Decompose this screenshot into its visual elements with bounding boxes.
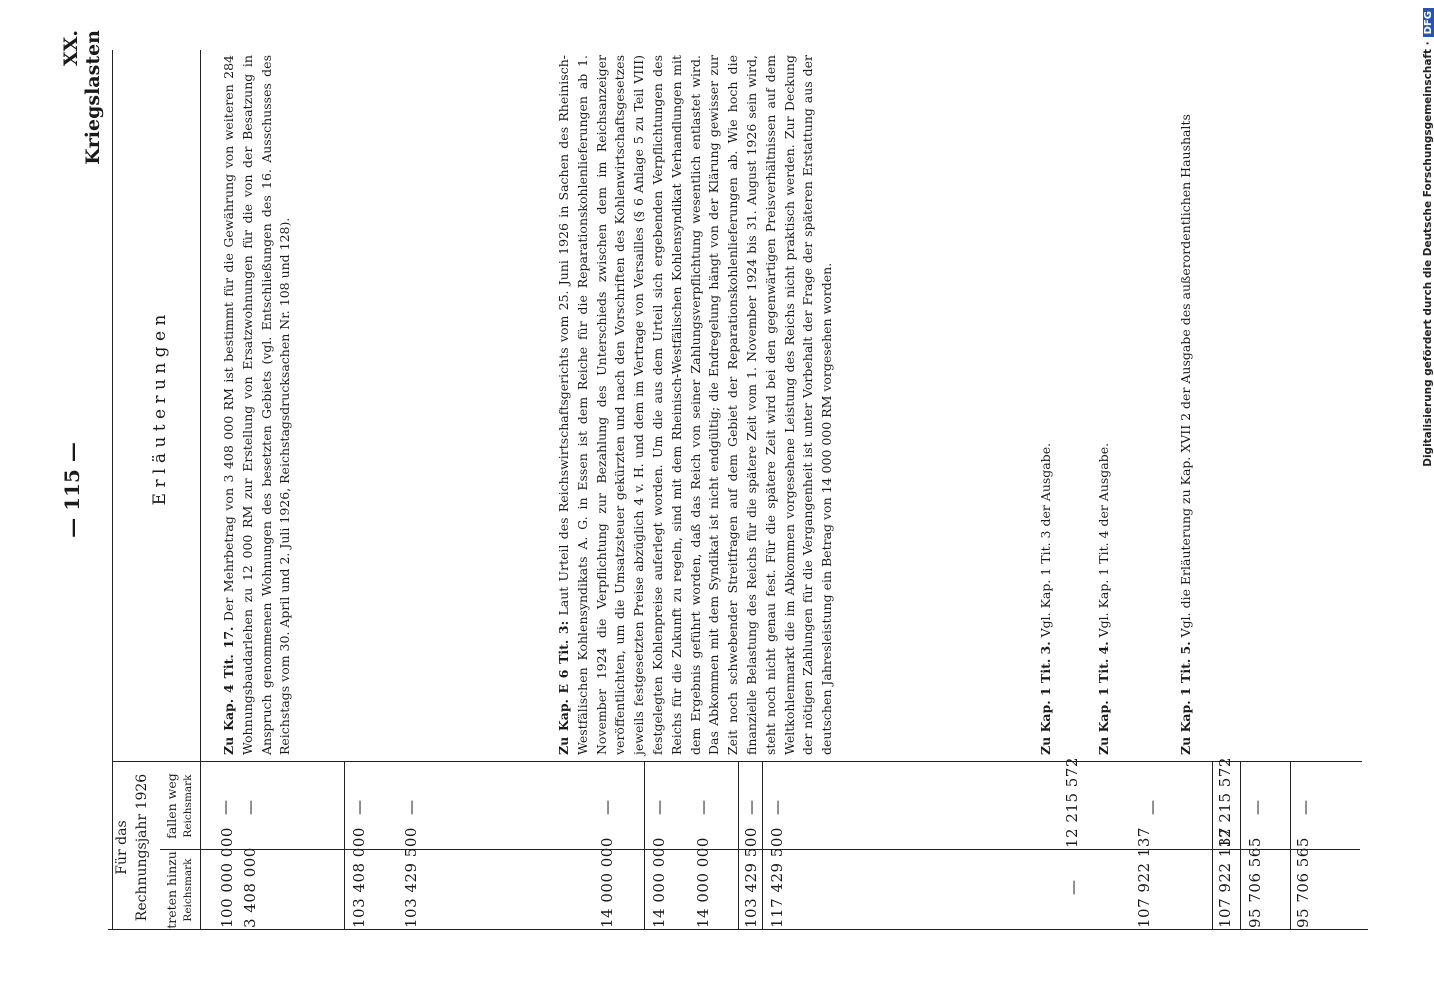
amount-net-1: 95 706 565 bbox=[1246, 837, 1264, 928]
dash-remove-12: — bbox=[1296, 800, 1314, 815]
rule-mid-1 bbox=[644, 762, 645, 930]
dash-add-1: — bbox=[1064, 880, 1082, 895]
amount-subtotal-1: 103 408 000 bbox=[350, 827, 368, 928]
note-kap4-tit17 bbox=[220, 55, 295, 755]
dash-remove-4: — bbox=[402, 800, 420, 815]
dash-remove-8: — bbox=[742, 800, 760, 815]
dfg-logo: DFG bbox=[1423, 8, 1434, 37]
rule-mid-3 bbox=[762, 762, 763, 930]
col-add-unit: Reichsmark bbox=[182, 858, 194, 922]
dash-remove-3: — bbox=[350, 800, 368, 815]
rule-header-bottom bbox=[200, 50, 201, 930]
note-kap4-tit17-text: Der Mehrbetrag von 3 408 000 RM ist bestimmt für die Gewährung von weiteren 284 Wohnungsbaudarlehen zu 12 000 RM zur Erstellung von Ersatzwohnungen für die von der Besatzung in Anspruch genommenen Wohnungen des besetzten Gebiets (vgl. Entschließungen des 16. Ausschusses des Reichstags vom 30. April und 2. Juli 1926, Reichstagsdrucksachen Nr. 108 und 128). bbox=[221, 54, 293, 755]
note-kapE6-tit3-text: Laut Urteil des Reichswirtschaftsgerichts vom 25. Juni 1926 in Sachen des Rheinisch-Westfälischen Kohlensyndikats A. G. in Essen ist dem Reiche für die Reparationskohlenlieferungen ab 1. November 1924 die Verpflichtung zur Bezahlung des Unterschieds zwischen dem im Reichsanzeiger veröffentlichten, um die Umsatzsteuer gekürzten und nach den Vorschriften des Kohlenwirtschaftsgesetzes jeweils festgesetzten Preise abzüglich 4 v. H. und dem im Vertrage von Versailles (§ 6 Anlage 5 zu Teil VIII) festgelegten Kohlenpreise auferlegt worden. Um die aus dem Urteil sich ergebenden Verpflichtungen des Reichs für die Zukunft zu regeln, sind mit dem Rheinisch-Westfälischen Kohlensyndikat Verhandlungen mit dem Ergebnis geführt worden, daß das Reich von seiner Zahlungsverpflichtung wesentlich entlastet wird. Das Abkommen mit dem Syndikat ist nicht endgültig; die Endregelung hängt von der Klärung gewisser zur Zeit noch schwebender Streitfragen auf dem Gebiet der Reparationskohlenlieferungen ab. Wie hoch die finanzielle Belastung des Reichs für die spätere Zeit vom 1. November 1924 bis 31. August 1926 sein wird, steht noch nicht genau fest. Für die spätere Zeit wird bei den gegenwärtigen Preisverhältnissen auf dem Weltkohlenmarkt die im Abkommen vorgesehene Leistung des Reichs nicht praktisch werden. Zur Deckung der nötigen Zahlungen für die Vergangenheit ist unter Vorbehalt der Frage der späteren Erstattung aus der deutschen Jahresleistung ein Betrag von 14 000 000 RM vorgesehen worden. bbox=[556, 55, 835, 755]
note-kapE6-tit3 bbox=[555, 55, 837, 755]
rule-net-2 bbox=[1290, 762, 1291, 930]
amount-add-4: 14 000 000 bbox=[650, 837, 668, 928]
note-kap1-tit4 bbox=[1095, 55, 1114, 755]
rule-net-1 bbox=[1240, 762, 1241, 930]
dash-remove-1: — bbox=[216, 800, 234, 815]
note-kap1-tit4-head: Zu Kap. 1 Tit. 4. bbox=[1096, 641, 1111, 755]
explanations-heading: E r l ä u t e r u n g e n bbox=[150, 314, 170, 506]
note-kap1-tit4-text: Vgl. Kap. 1 Tit. 4 der Ausgabe. bbox=[1096, 442, 1111, 638]
col-add-label: treten hinzu bbox=[164, 851, 179, 929]
col-remove-unit: Reichsmark bbox=[182, 774, 194, 838]
note-kap4-tit17-head: Zu Kap. 4 Tit. 17. bbox=[221, 626, 236, 755]
dash-remove-9: — bbox=[768, 800, 786, 815]
rule-amounts-explanations bbox=[112, 761, 1362, 762]
dash-remove-7: — bbox=[694, 800, 712, 815]
dash-remove-10: — bbox=[1143, 800, 1161, 815]
note-kapE6-tit3-head: Zu Kap. E 6 Tit. 3: bbox=[556, 620, 571, 755]
amount-sum-remove: 12 215 572 bbox=[1216, 757, 1234, 848]
amount-remove-1: 12 215 572 bbox=[1063, 757, 1081, 848]
note-kap1-tit5-head: Zu Kap. 1 Tit. 5. bbox=[1178, 641, 1193, 755]
dash-remove-2: — bbox=[241, 800, 259, 815]
amount-subtotal-2: 103 429 500 bbox=[402, 827, 420, 928]
note-kap1-tit3-text: Vgl. Kap. 1 Tit. 3 der Ausgabe. bbox=[1038, 442, 1053, 638]
amount-add-2: 3 408 000 bbox=[241, 847, 259, 928]
amount-net-2: 95 706 565 bbox=[1294, 837, 1312, 928]
chapter-title: XX. Kriegslasten bbox=[60, 30, 104, 165]
credit-text: Digitalisierung gefördert durch die Deutsche Forschungsgemeinschaft · bbox=[1422, 41, 1434, 467]
rule-sum bbox=[1212, 762, 1213, 930]
amount-add-5: 14 000 000 bbox=[694, 837, 712, 928]
amount-subtotal-4: 117 429 500 bbox=[768, 827, 786, 928]
note-kap1-tit3-head: Zu Kap. 1 Tit. 3. bbox=[1038, 641, 1053, 755]
amount-add-1: 100 000 000 bbox=[218, 827, 236, 928]
page-number: — 115 — bbox=[60, 442, 84, 538]
note-kap1-tit3 bbox=[1037, 55, 1056, 755]
rule-between-amounts bbox=[160, 849, 1360, 850]
rule-mid-2 bbox=[738, 762, 739, 930]
rule-subtotal-1 bbox=[344, 762, 345, 930]
dash-remove-6: — bbox=[650, 800, 668, 815]
amount-add-6: 107 922 137 bbox=[1135, 827, 1153, 928]
amount-sum-add: 107 922 137 bbox=[1216, 827, 1234, 928]
dash-remove-5: — bbox=[598, 800, 616, 815]
note-kap1-tit5 bbox=[1177, 55, 1196, 755]
amount-add-3: 14 000 000 bbox=[598, 837, 616, 928]
dash-remove-11: — bbox=[1248, 800, 1266, 815]
note-kap1-tit5-text: Vgl. die Erläuterung zu Kap. XVII 2 der Ausgabe des außerordentlichen Haushalts bbox=[1178, 114, 1193, 638]
fiscal-year-label: Für das Rechnungsjahr 1926 bbox=[114, 773, 150, 922]
amount-subtotal-3: 103 429 500 bbox=[742, 827, 760, 928]
col-remove-label: fallen weg bbox=[164, 773, 179, 839]
rule-header-top bbox=[112, 50, 113, 930]
digitization-credit bbox=[1418, 8, 1434, 992]
